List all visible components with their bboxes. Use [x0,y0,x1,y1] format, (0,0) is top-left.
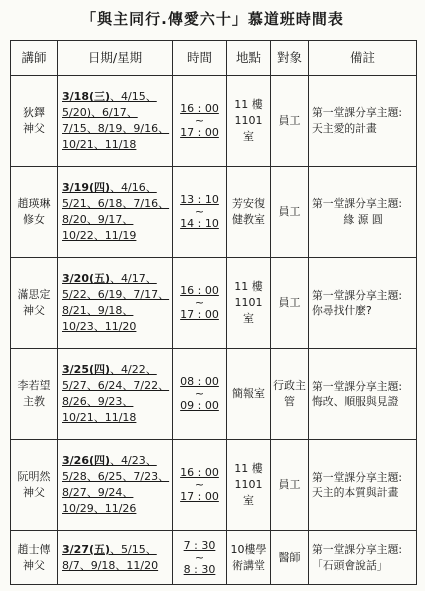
time-end: 8 : 30 [183,562,216,576]
header-target: 對象 [271,41,309,76]
table-row [11,531,417,585]
remarks-cell [309,531,417,585]
time-end: 17 : 00 [180,308,219,322]
place-cell [227,76,271,167]
lecturer-name-line: 修女 [23,213,45,227]
target-cell: 員工 [271,76,309,167]
session-dates: 、4/16、5/21、6/18、7/16、8/20、9/17、10/22、11/19 [62,181,170,243]
place-line: 10樓學 [230,542,267,556]
place-line: 室 [243,130,254,143]
time-start: 13 : 10 [180,192,219,206]
time-end: 17 : 00 [180,126,219,140]
remarks-cell [309,349,417,440]
place-line: 簡報室 [232,387,265,401]
time-end: 14 : 10 [180,217,219,231]
header-time: 時間 [173,41,227,76]
target-cell: 員工 [271,258,309,349]
remarks-cell [309,258,417,349]
place-cell [227,440,271,531]
target-cell: 行政主管 [271,349,309,440]
place-line: 11 樓 [234,462,263,476]
lecturer-name-line: 李若望 [17,379,51,393]
first-session-date: 3/19(四) [62,181,111,195]
target-cell: 醫師 [271,531,309,585]
session-dates: 、4/23、5/28、6/25、7/23、8/27、9/24、10/29、11/26 [62,454,170,516]
dates-cell [58,349,173,440]
time-start: 16 : 00 [180,101,219,115]
session-dates: 、5/15、8/7、9/18、11/20 [62,542,159,572]
remark-topic: 緣 源 圓 [343,213,383,227]
remarks-cell [309,440,417,531]
dates-cell [58,76,173,167]
place-line: 室 [243,312,254,326]
session-dates: 、4/15、5/20)、6/17、7/15、8/19、9/16、10/21、11/18 [62,90,170,151]
place-cell [227,167,271,258]
lecturer-name-line: 阮明然 [17,470,51,484]
header-lecturer: 講師 [11,41,58,76]
time-separator: ~ [194,296,205,310]
time-cell [173,167,227,258]
remark-topic: 「石頭會說話」 [312,558,388,572]
place-line: 芳安復 [232,197,265,211]
time-separator: ~ [194,113,205,127]
place-cell [227,531,271,585]
place-cell [227,349,271,440]
first-session-date: 3/18(三) [62,90,111,104]
remark-lead: 第一堂課分享主題: [312,470,403,484]
remark-lead: 第一堂課分享主題: [312,197,403,211]
place-line: 術講堂 [232,558,265,572]
lecturer-cell [11,258,58,349]
table-row [11,440,417,531]
lecturer-name-line: 神父 [23,304,45,318]
remark-lead: 第一堂課分享主題: [312,288,403,302]
remark-topic: 你尋找什麼? [312,304,372,318]
table-row [11,349,417,440]
target-cell: 員工 [271,167,309,258]
remark-lead: 第一堂課分享主題: [312,106,403,120]
table-row [11,167,417,258]
time-cell [173,258,227,349]
lecturer-cell [11,76,58,167]
lecturer-name-line: 神父 [23,486,45,500]
place-line: 1101 [234,114,263,128]
time-separator: ~ [194,550,205,564]
dates-cell [58,531,173,585]
first-session-date: 3/25(四) [62,363,111,377]
page-title: 「與主同行.傳愛六十」慕道班時間表 [81,10,344,28]
place-line: 室 [243,494,254,508]
dates-cell [58,440,173,531]
time-start: 16 : 00 [180,466,219,480]
lecturer-name-line: 神父 [23,122,45,136]
remark-topic: 天主愛的計畫 [312,122,377,136]
place-line: 健教室 [232,213,265,227]
header-place: 地點 [227,41,271,76]
table-row [11,76,417,167]
time-end: 09 : 00 [180,399,219,413]
place-cell [227,258,271,349]
lecturer-cell [11,440,58,531]
time-start: 7 : 30 [183,538,216,552]
time-end: 17 : 00 [180,490,219,504]
time-cell [173,531,227,585]
first-session-date: 3/26(四) [62,454,111,468]
time-start: 08 : 00 [180,375,219,389]
time-separator: ~ [194,387,205,401]
time-separator: ~ [194,205,205,219]
remark-lead: 第一堂課分享主題: [312,543,403,557]
remark-topic: 天主的本質與計畫 [312,486,399,500]
lecturer-name-line: 神父 [23,558,45,572]
first-session-date: 3/20(五) [62,272,111,286]
session-dates: 、4/22、5/27、6/24、7/22、8/26、9/23、10/21、11/18 [62,363,170,425]
place-line: 1101 [234,296,263,310]
dates-cell [58,167,173,258]
time-start: 16 : 00 [180,284,219,298]
session-dates: 、4/17、5/22、6/19、7/17、8/21、9/18、10/23、11/20 [62,272,170,334]
time-separator: ~ [194,478,205,492]
lecturer-name-line: 狄鐸 [23,106,45,120]
header-dates: 日期/星期 [58,41,173,76]
remarks-cell [309,167,417,258]
lecturer-cell [11,531,58,585]
header-remarks: 備註 [309,41,417,76]
lecturer-cell [11,349,58,440]
place-line: 1101 [234,478,263,492]
remark-topic: 悔改、順服與見證 [312,395,399,409]
lecturer-name-line: 滿思定 [17,288,51,302]
first-session-date: 3/27(五) [62,542,111,556]
schedule-table [10,40,417,585]
time-cell [173,349,227,440]
place-line: 11 樓 [234,98,263,112]
table-row [11,258,417,349]
lecturer-name-line: 趙士傳 [17,542,51,556]
dates-cell [58,258,173,349]
place-line: 11 樓 [234,280,263,294]
lecturer-cell [11,167,58,258]
time-cell [173,440,227,531]
remarks-cell [309,76,417,167]
remark-lead: 第一堂課分享主題: [312,379,403,393]
lecturer-name-line: 趙瑛琳 [17,197,51,211]
header-row [11,41,417,76]
target-cell: 員工 [271,440,309,531]
time-cell [173,76,227,167]
lecturer-name-line: 主教 [23,395,45,409]
